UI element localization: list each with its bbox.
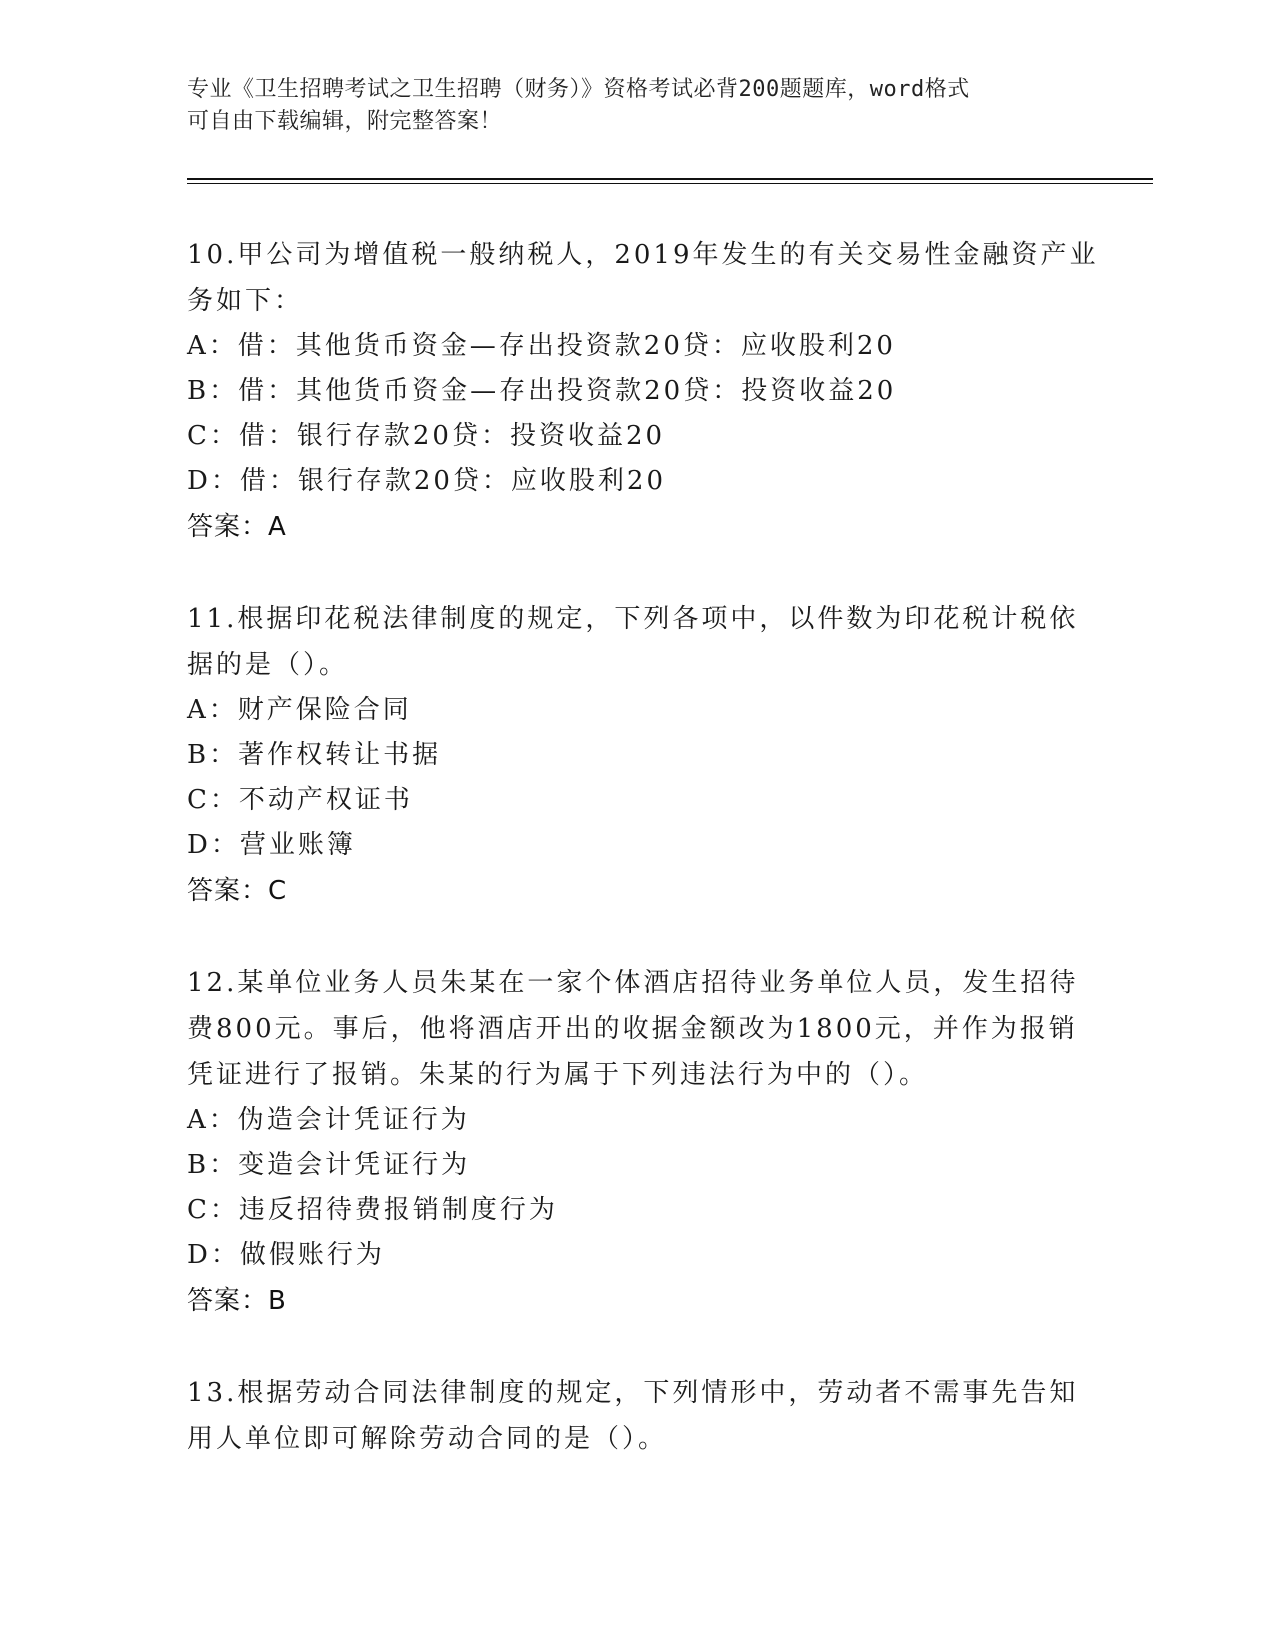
question-list [187, 232, 1099, 1508]
header-divider-thick [187, 178, 1153, 180]
option-a: A：伪造会计凭证行为 [187, 1105, 470, 1135]
option-a: A：财产保险合同 [187, 695, 412, 725]
question-text-line: 用人单位即可解除劳动合同的是（）。 [187, 1424, 668, 1454]
question-text-line: 10.甲公司为增值税一般纳税人，2019年发生的有关交易性金融资产业 [187, 240, 1099, 270]
option-a: A：借：其他货币资金—存出投资款20贷：应收股利20 [187, 331, 896, 361]
option-c: C：不动产权证书 [187, 785, 413, 815]
answer: 答案：B [187, 1286, 287, 1316]
option-b: B：借：其他货币资金—存出投资款20贷：投资收益20 [187, 376, 897, 406]
question-text-line: 凭证进行了报销。朱某的行为属于下列违法行为中的（）。 [187, 1060, 929, 1090]
answer: 答案：A [187, 512, 287, 542]
option-c: C：违反招待费报销制度行为 [187, 1195, 558, 1225]
question-text-line: 13.根据劳动合同法律制度的规定，下列情形中，劳动者不需事先告知 [187, 1378, 1079, 1408]
option-b: B：著作权转让书据 [187, 740, 442, 770]
answer: 答案：C [187, 876, 288, 906]
option-d: D：营业账簿 [187, 830, 356, 860]
question-text-line: 务如下： [187, 286, 304, 316]
document-header [187, 74, 1067, 138]
option-c: C：借：银行存款20贷：投资收益20 [187, 421, 666, 451]
question-text-line: 费800元。事后，他将酒店开出的收据金额改为1800元，并作为报销 [187, 1014, 1078, 1044]
option-d: D：借：银行存款20贷：应收股利20 [187, 466, 667, 496]
header-line-1: 专业《卫生招聘考试之卫生招聘（财务）》资格考试必背200题题库，word格式 [187, 77, 970, 102]
question-10 [187, 232, 1099, 550]
question-11 [187, 596, 1087, 914]
header-line-2: 可自由下载编辑，附完整答案！ [187, 109, 503, 134]
question-12 [187, 960, 1087, 1324]
header-divider-thin [187, 183, 1153, 184]
option-b: B：变造会计凭证行为 [187, 1150, 471, 1180]
question-text-line: 12.某单位业务人员朱某在一家个体酒店招待业务单位人员，发生招待 [187, 968, 1079, 998]
option-d: D：做假账行为 [187, 1240, 385, 1270]
question-13 [187, 1370, 1087, 1462]
question-text-line: 11.根据印花税法律制度的规定，下列各项中，以件数为印花税计税依 [187, 604, 1079, 634]
question-text-line: 据的是（）。 [187, 650, 349, 680]
